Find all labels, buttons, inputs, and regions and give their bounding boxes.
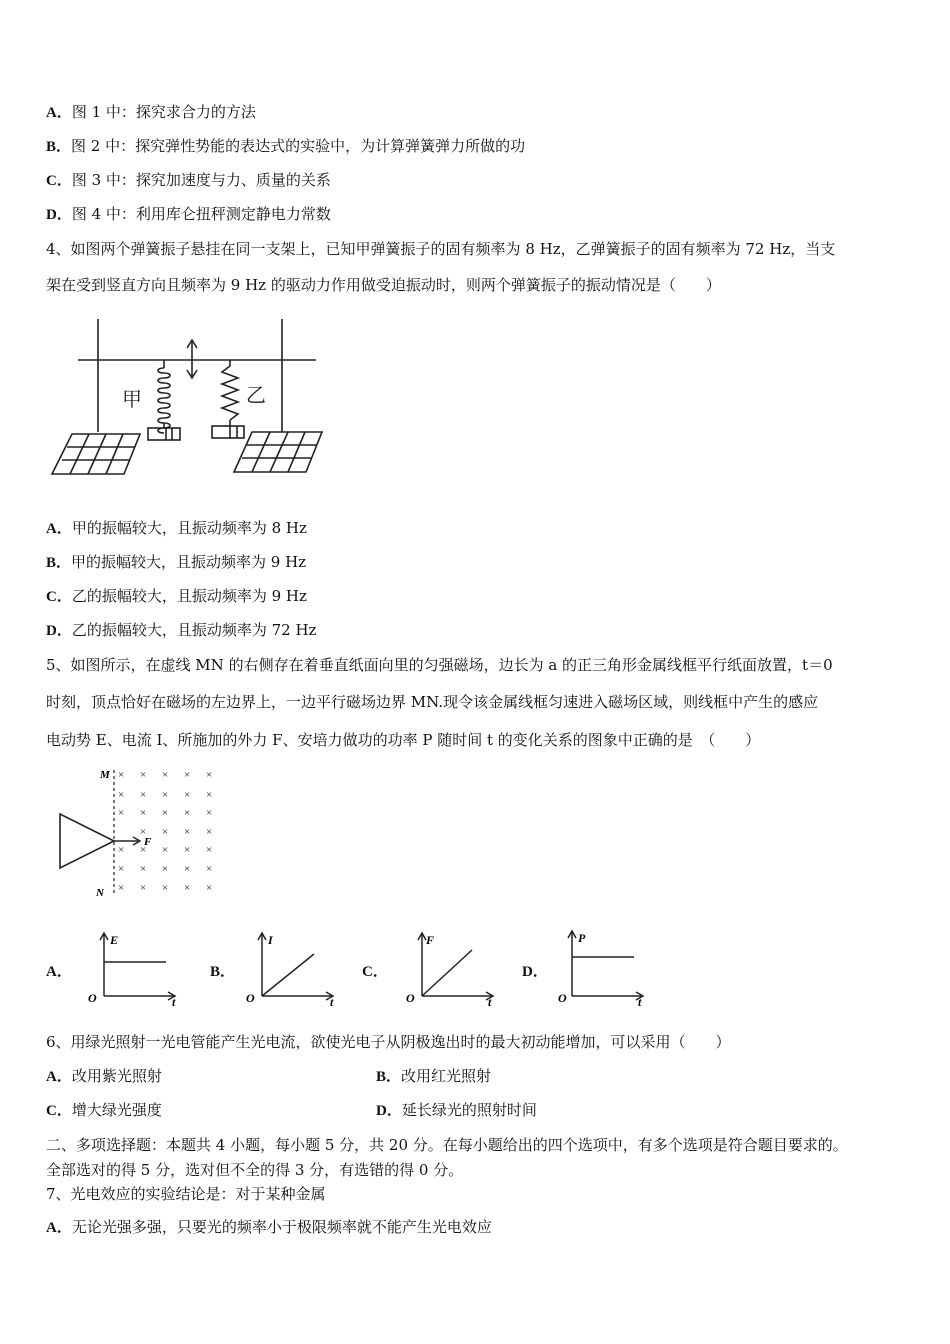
field-cross: × bbox=[140, 882, 147, 894]
q4-option-a: A．甲的振幅较大，且振动频率为 8 Hz bbox=[46, 519, 307, 537]
field-cross: × bbox=[206, 807, 213, 819]
q6-stem: 6、用绿光照射一光电管能产生光电流，欲使光电子从阴极逸出时的最大初动能增加，可以采用（ ） bbox=[46, 1033, 731, 1051]
q5-option-b-label: B． bbox=[210, 964, 236, 980]
q4-spring-figure bbox=[44, 314, 334, 484]
field-cross: × bbox=[184, 844, 191, 856]
q5-stem-line2: 时刻，顶点恰好在磁场的左边界上，一边平行磁场边界 MN.现令该金属线框匀速进入磁场区域，则线框中产生的感应 bbox=[46, 693, 819, 711]
q5-stem-line3: 电动势 E、电流 I、所施加的外力 F、安培力做功的功率 P 随时间 t 的变化关系的图象中正确的是 （ ） bbox=[46, 731, 761, 749]
q6-option-b: B．改用红光照射 bbox=[376, 1067, 492, 1085]
field-cross: × bbox=[206, 882, 213, 894]
field-cross: × bbox=[184, 826, 191, 838]
field-cross: × bbox=[118, 863, 125, 875]
graph-c-x-label: t bbox=[488, 995, 492, 1008]
graph-a-y-label: E bbox=[110, 933, 119, 947]
graph-d-origin: O bbox=[558, 991, 567, 1005]
label-m: M bbox=[100, 769, 110, 781]
q5-stem-line1: 5、如图所示，在虚线 MN 的右侧存在着垂直纸面向里的匀强磁场，边长为 a 的正三角形金属线框平行纸面放置，t＝0 bbox=[46, 656, 833, 674]
q5-option-c-label: C． bbox=[362, 964, 388, 980]
field-cross: × bbox=[206, 863, 213, 875]
field-cross: × bbox=[140, 807, 147, 819]
graph-c-origin: O bbox=[406, 991, 415, 1005]
q4-stem-line2: 架在受到竖直方向且频率为 9 Hz 的驱动力作用做受迫振动时，则两个弹簧振子的振动情况是（ ） bbox=[46, 276, 721, 294]
q5-graph-c bbox=[402, 928, 502, 1008]
graph-b-origin: O bbox=[246, 991, 255, 1005]
field-cross: × bbox=[162, 826, 169, 838]
graph-a-origin: O bbox=[88, 991, 97, 1005]
q3-option-c: C．图 3 中：探究加速度与力、质量的关系 bbox=[46, 171, 331, 189]
label-n: N bbox=[96, 887, 104, 899]
field-cross: × bbox=[184, 807, 191, 819]
field-cross: × bbox=[118, 882, 125, 894]
field-cross: × bbox=[206, 769, 213, 781]
field-cross: × bbox=[118, 807, 125, 819]
section2-line1: 二、多项选择题：本题共 4 小题，每小题 5 分，共 20 分。在每小题给出的四个选项中，有多个选项是符合题目要求的。 bbox=[46, 1136, 848, 1154]
field-cross: × bbox=[162, 807, 169, 819]
graph-b-x-label: t bbox=[330, 995, 334, 1008]
graph-b-y-label: I bbox=[268, 933, 273, 947]
graph-d-x-label: t bbox=[638, 995, 642, 1008]
field-cross: × bbox=[140, 769, 147, 781]
label-yi: 乙 bbox=[246, 385, 266, 407]
q4-option-b: B．甲的振幅较大，且振动频率为 9 Hz bbox=[46, 553, 307, 571]
field-cross: × bbox=[162, 863, 169, 875]
field-cross: × bbox=[206, 789, 213, 801]
field-cross: × bbox=[184, 882, 191, 894]
field-cross: × bbox=[140, 844, 147, 856]
field-cross: × bbox=[206, 844, 213, 856]
field-cross: × bbox=[140, 863, 147, 875]
q5-graph-a bbox=[84, 928, 184, 1008]
field-cross: × bbox=[118, 844, 125, 856]
q3-option-d: D．图 4 中：利用库仑扭秤测定静电力常数 bbox=[46, 205, 331, 223]
graph-c-y-label: F bbox=[426, 933, 435, 947]
field-cross: × bbox=[184, 789, 191, 801]
q6-option-a: A．改用紫光照射 bbox=[46, 1067, 162, 1085]
q6-option-c: C．增大绿光强度 bbox=[46, 1101, 162, 1119]
field-cross: × bbox=[118, 769, 125, 781]
field-cross: × bbox=[162, 882, 169, 894]
q5-option-d-label: D． bbox=[522, 964, 548, 980]
graph-a-x-label: t bbox=[172, 995, 176, 1008]
graph-d-y-label: P bbox=[578, 931, 586, 945]
q4-option-d: D．乙的振幅较大，且振动频率为 72 Hz bbox=[46, 621, 317, 639]
field-cross: × bbox=[184, 769, 191, 781]
q5-graph-d bbox=[554, 924, 654, 1008]
field-cross: × bbox=[162, 844, 169, 856]
label-jia: 甲 bbox=[122, 389, 142, 411]
field-cross: × bbox=[162, 769, 169, 781]
field-cross: × bbox=[184, 863, 191, 875]
q3-option-a: A．图 1 中：探究求合力的方法 bbox=[46, 103, 256, 121]
field-cross: × bbox=[118, 789, 125, 801]
field-cross: × bbox=[162, 789, 169, 801]
q4-option-c: C．乙的振幅较大，且振动频率为 9 Hz bbox=[46, 587, 307, 605]
field-cross: × bbox=[206, 826, 213, 838]
q7-stem: 7、光电效应的实验结论是：对于某种金属 bbox=[46, 1185, 326, 1203]
q5-field-figure bbox=[56, 764, 226, 904]
field-cross: × bbox=[140, 789, 147, 801]
q6-option-d: D．延长绿光的照射时间 bbox=[376, 1101, 537, 1119]
label-f: F bbox=[144, 836, 152, 848]
q3-option-b: B．图 2 中：探究弹性势能的表达式的实验中，为计算弹簧弹力所做的功 bbox=[46, 137, 526, 155]
q4-stem-line1: 4、如图两个弹簧振子悬挂在同一支架上，已知甲弹簧振子的固有频率为 8 Hz，乙弹簧振子的固有频率为 72 Hz，当支 bbox=[46, 240, 836, 258]
q7-option-a: A．无论光强多强，只要光的频率小于极限频率就不能产生光电效应 bbox=[46, 1218, 492, 1236]
q5-graph-b bbox=[242, 928, 342, 1008]
section2-line2: 全部选对的得 5 分，选对但不全的得 3 分，有选错的得 0 分。 bbox=[46, 1161, 464, 1179]
q5-option-a-label: A． bbox=[46, 964, 72, 980]
field-cross: × bbox=[140, 826, 147, 838]
